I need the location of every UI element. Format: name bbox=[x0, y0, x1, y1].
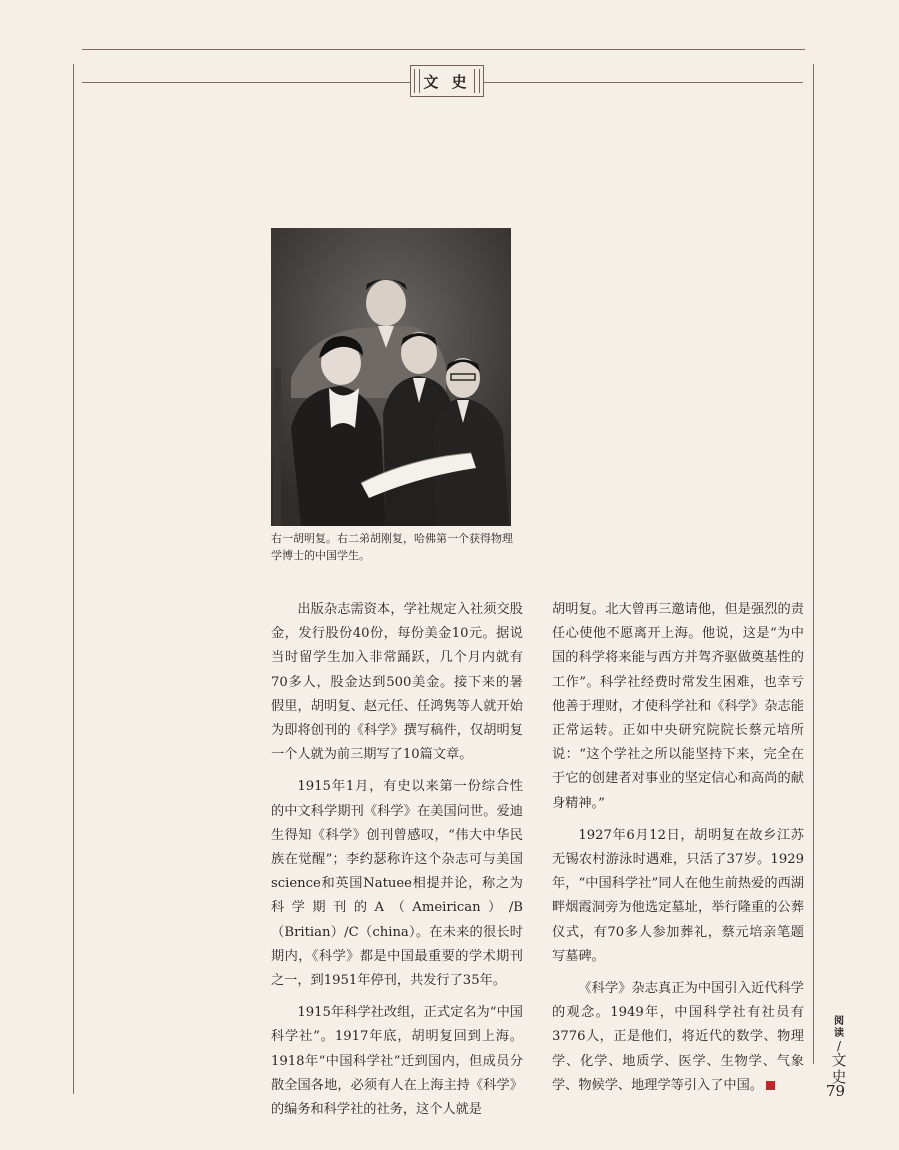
paragraph: 1915年1月，有史以来第一份综合性的中文科学期刊《科学》在美国问世。爱迪生得知《科学》创刊曾感叹，“伟大中华民族在觉醒”；李约瑟称许这个杂志可与美国science和英国Natuee相提并论，称之为科学期刊的A（Ameirican）/B（Britian）/C（china）。在未来的很长时期内，《科学》都是中国最重要的学术期刊之一，到1951年停刊，共发行了35年。 bbox=[271, 779, 523, 989]
paragraph-final bbox=[552, 977, 804, 1098]
photo-illustration bbox=[271, 228, 511, 526]
side-label-big: 文史 bbox=[831, 1051, 847, 1086]
right-border bbox=[813, 64, 814, 1064]
section-side-label bbox=[830, 1016, 848, 1086]
side-label-slash: / bbox=[836, 1039, 842, 1053]
side-label-small: 阅读 bbox=[834, 1016, 844, 1039]
section-tag-label: 文 史 bbox=[423, 72, 471, 91]
paragraph: 出版杂志需资本，学社规定入社须交股金，发行股份40份，每份美金10元。据说当时留学生加入非常踊跃，几个月内就有70多人，股金达到500美金。接下来的暑假里，胡明复、赵元任、任鸿隽等人就开始为即将创刊的《科学》撰写稿件，仅胡明复一个人就为前三期写了10篇文章。 bbox=[271, 602, 523, 763]
end-mark-icon bbox=[766, 1081, 775, 1090]
paragraph: 1915年科学社改组，正式定名为“中国科学社”。1917年底，胡明复回到上海。1918年“中国科学社”迁到国内，但成员分散全国各地，必须有人在上海主持《科学》的编务和科学社的社务，这个人就是 bbox=[271, 1005, 523, 1118]
photo-caption: 右一胡明复。右二弟胡刚复，哈佛第一个获得物理学博士的中国学生。 bbox=[271, 532, 513, 562]
page-number: 79 bbox=[826, 1082, 846, 1100]
article-left-column bbox=[271, 598, 523, 1130]
paragraph: 1927年6月12日，胡明复在故乡江苏无锡农村游泳时遇难，只活了37岁。1929年，“中国科学社”同人在他生前热爱的西湖畔烟霞洞旁为他选定墓址，举行隆重的公葬仪式，有70多人参加葬礼，蔡元培亲笔题写墓碑。 bbox=[552, 827, 804, 964]
section-tag bbox=[410, 65, 484, 97]
top-rule bbox=[82, 49, 805, 50]
paragraph-continuation: 胡明复。北大曾再三邀请他，但是强烈的责任心使他不愿离开上海。他说，这是“为中国的科学将来能与西方并驾齐驱做奠基性的工作”。科学社经费时常发生困难，也幸亏他善于理财，才使科学社和《科学》杂志能正常运转。正如中央研究院院长蔡元培所说：“这个学社之所以能坚持下来，完全在于它的创建者对事业的坚定信心和高尚的献身精神。” bbox=[552, 602, 804, 811]
paragraph-text: 《科学》杂志真正为中国引入近代科学的观念。1949年，中国科学社有社员有3776人，正是他们，将近代的数学、物理学、化学、地质学、医学、生物学、气象学、物候学、地理学等引入了中国。 bbox=[552, 981, 804, 1093]
article-right-column bbox=[552, 598, 804, 1106]
historical-group-photo bbox=[271, 228, 511, 526]
left-border bbox=[73, 64, 74, 1094]
